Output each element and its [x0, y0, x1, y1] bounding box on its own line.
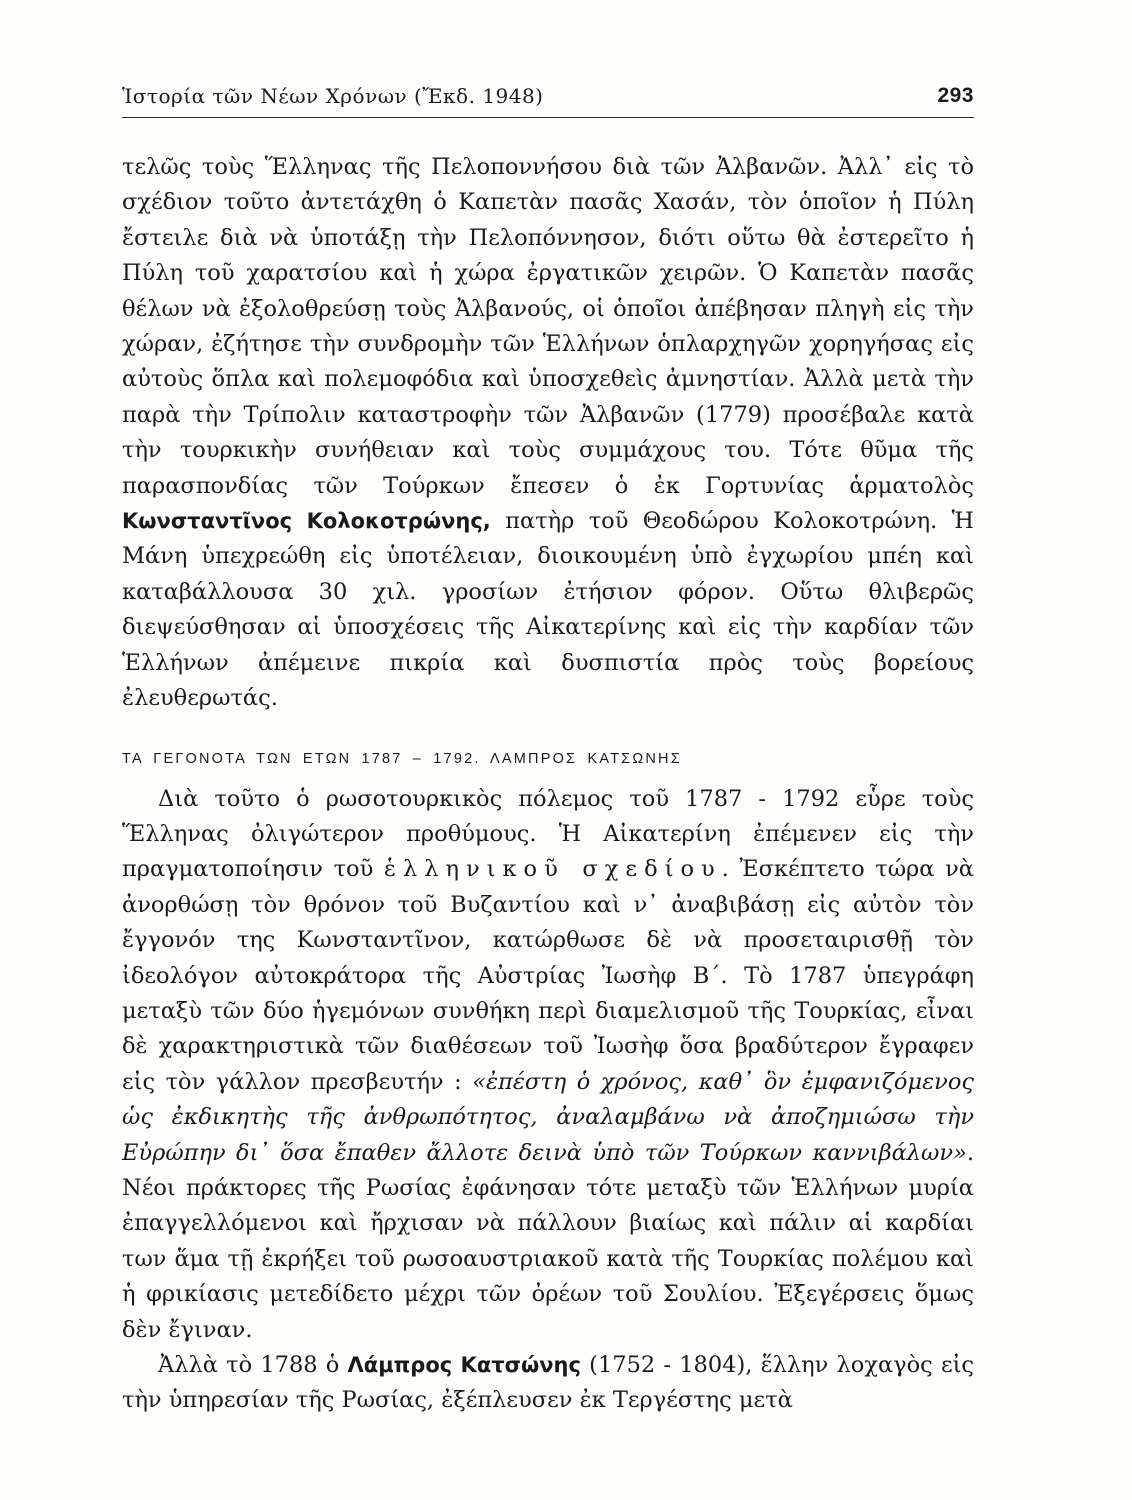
paragraph-text: τελῶς τοὺς Ἕλληνας τῆς Πελοποννήσου διὰ τῶν Ἀλβανῶν. Ἀλλ᾽ εἰς τὸ σχέδιον τοῦτο ἀντετάχθη ὁ Καπετὰν πασᾶς Χασάν, τὸν ὁποῖον ἡ Πύλη ἔστειλε διὰ νὰ ὑποτάξῃ τὴν Πελοπόννησον, διότι οὕτω θὰ ἐστερεῖτο ἡ Πύλη τοῦ χαρατσίου καὶ ἡ χώρα ἐργατικῶν χειρῶν. Ὁ Καπετὰν πασᾶς θέλων νὰ ἐξολοθρεύσῃ τοὺς Ἀλβανούς, οἱ ὁποῖοι ἀπέβησαν πληγὴ εἰς τὴν χώραν, ἐζήτησε τὴν συνδρομὴν τῶν Ἑλλήνων ὁπλαρχηγῶν χορηγήσας εἰς αὐτοὺς ὅπλα καὶ πολεμοφόδια καὶ ὑποσχεθεὶς ἀμνηστίαν. Ἀλλὰ μετὰ τὴν παρὰ τὴν Τρίπολιν καταστροφὴν τῶν Ἀλβανῶν (1779) προσέβαλε κατὰ τὴν τουρκικὴν συνήθειαν καὶ τοὺς συμμάχους του. Τότε θῦμα τῆς παρασπονδίας τῶν Τούρκων ἔπεσεν ὁ ἐκ Γορτυνίας ἁρματολὸς	[122, 154, 974, 499]
italic-quote: «ἐπέστη ὁ χρόνος, καθ᾽ ὃν ἐμφανιζόμενος ὡς ἐκδικητὴς τῆς ἀνθρωπότητος, ἀναλαμβάνω νὰ ἀποζημιώσω τὴν Εὐρώπην δι᾽ ὅσα ἔπαθεν ἄλλοτε δεινὰ ὑπὸ τῶν Τούρκων καννιβάλων»	[122, 1068, 974, 1166]
bold-name: Κωνσταντῖνος Κολοκοτρώνης,	[122, 509, 491, 534]
bold-name: Λάμπρος Κατσώνης	[347, 1353, 581, 1377]
paragraph-text: πατὴρ τοῦ Θεοδώρου Κολοκοτρώνη. Ἡ Μάνη ὑπεχρεώθη εἰς ὑποτέλειαν, διοικουμένη ὑπὸ ἐγχωρίου μπέη καὶ καταβάλλουσα 30 χιλ. γροσίων ἐτήσιον φόρον. Οὕτω θλιβερῶς διεψεύσθησαν αἱ ὑποσχέσεις τῆς Αἰκατερίνης καὶ εἰς τὴν καρδίαν τῶν Ἑλλήνων ἀπέμεινε πικρία καὶ δυσπιστία πρὸς τοὺς βορείους ἐλευθερωτάς.	[122, 508, 975, 712]
body-text	[122, 150, 974, 1419]
spaced-phrase: ἑλληνικοῦ σχεδίου	[383, 856, 722, 883]
section-heading: ΤΑ ΓΕΓΟΝΟΤΑ ΤΩΝ ΕΤΩΝ 1787 – 1792. ΛΑΜΠΡΟΣ ΚΑΤΣΩΝΗΣ	[122, 750, 682, 767]
paragraph-kolokotronis	[122, 150, 974, 717]
paragraph-text: (1752 - 1804), ἕλλην λοχαγὸς εἰς τὴν ὑπηρεσίαν τῆς Ρωσίας, ἐξέπλευσεν ἐκ Τεργέστης μετὰ	[122, 1352, 975, 1414]
paragraph-text: . Νέοι πράκτορες τῆς Ρωσίας ἐφάνησαν τότε μεταξὺ τῶν Ἑλλήνων μυρία ἐπαγγελλόμενοι καὶ ἤρχισαν νὰ πάλλουν βιαίως καὶ πάλιν αἱ καρδίαι των ἅμα τῇ ἐκρήξει τοῦ ρωσοαυστριακοῦ κατὰ τῆς Τουρκίας πολέμου καὶ ἡ φρικίασις μετεδίδετο μέχρι τῶν ὀρέων τοῦ Σουλίου. Ἐξεγέρσεις ὅμως δὲν ἔγιναν.	[122, 1139, 974, 1343]
paragraph-text: Διὰ τοῦτο ὁ ρωσοτουρκικὸς πόλεμος τοῦ 1787 - 1792 εὗρε τοὺς Ἕλληνας ὀλιγώτερον προθύμους. Ἡ Αἰκατερίνη ἐπέμενεν εἰς τὴν πραγματοποίησιν τοῦ	[122, 785, 974, 883]
paragraph-war-1787	[122, 782, 974, 1349]
running-title: Ἱστορία τῶν Νέων Χρόνων (Ἔκδ. 1948)	[122, 84, 544, 108]
running-head	[122, 84, 974, 118]
paragraph-katsonis	[122, 1348, 974, 1419]
page-number: 293	[937, 84, 974, 107]
paragraph-text: . Ἐσκέπτετο τώρα νὰ ἀνορθώσῃ τὸν θρόνον τοῦ Βυζαντίου καὶ ν᾽ ἀναβιβάσῃ εἰς αὐτὸν τὸν ἔγγονόν της Κωνσταντῖνον, κατώρθωσε δὲ νὰ προσεταιρισθῇ τὸν ἰδεολόγον αὐτοκράτορα τῆς Αὐστρίας Ἰωσὴφ Β΄. Τὸ 1787 ὑπεγράφη μεταξὺ τῶν δύο ἡγεμόνων συνθήκη περὶ διαμελισμοῦ τῆς Τουρκίας, εἶναι δὲ χαρακτηριστικὰ τῶν διαθέσεων τοῦ Ἰωσὴφ ὅσα βραδύτερον ἔγραφεν εἰς τὸν γάλλον πρεσβευτήν :	[122, 856, 974, 1095]
header-rule	[122, 117, 974, 118]
paragraph-text: Ἀλλὰ τὸ 1788 ὁ	[158, 1352, 340, 1378]
